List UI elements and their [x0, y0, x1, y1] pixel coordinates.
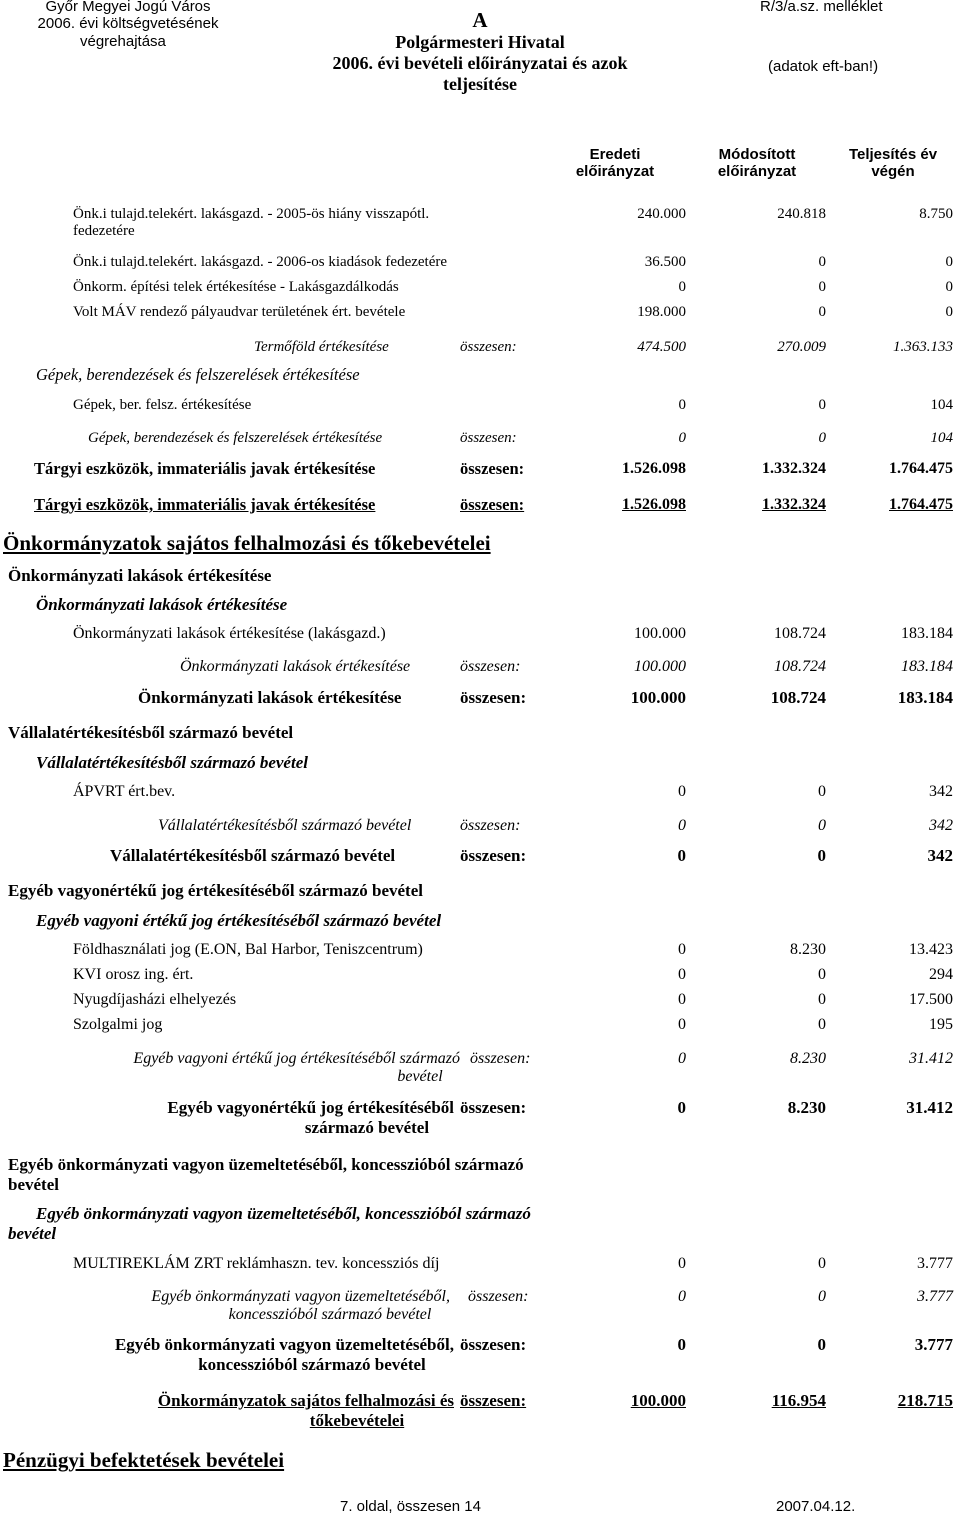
subtotal-label: Egyéb önkormányzati vagyon üzemeltetéséből, koncesszióból származó bevétel: [151, 1288, 450, 1324]
subtotal-value-modositott: 0: [818, 817, 826, 834]
header-center-line2: Polgármesteri Hivatal: [395, 32, 565, 53]
subtotal-value-eredeti: 474.500: [637, 339, 686, 355]
subtotal-value-eredeti: 0: [678, 430, 686, 446]
osszesen-label: összesen:: [460, 430, 517, 446]
subsection-heading: Egyéb önkormányzati vagyon üzemeltetéséből, koncesszióból származó bevétel: [8, 1204, 531, 1243]
grand-total-value-eredeti: 100.000: [630, 1391, 686, 1410]
row-value-eredeti: 0: [678, 279, 686, 295]
total-value-teljesites: 342: [927, 846, 953, 865]
row-label: Önk.i tulajd.telekért. lakásgazd. - 2005-ös hiány visszapótl. fedezetére: [73, 206, 430, 240]
total-value-eredeti: 100.000: [630, 688, 686, 707]
grand-total-value-teljesites: 218.715: [897, 1391, 953, 1410]
osszesen-label: összesen:: [460, 339, 517, 355]
row-value-teljesites: 8.750: [919, 206, 953, 222]
row-value-teljesites: 195: [929, 1016, 953, 1033]
row-value-modositott: 0: [818, 966, 826, 983]
subtotal-value-modositott: 108.724: [774, 658, 826, 675]
header-left: [18, 0, 238, 50]
total-value-modositott: 108.724: [770, 688, 826, 707]
osszesen-label: összesen:: [460, 459, 525, 478]
subtotal-value-eredeti: 0: [678, 817, 686, 834]
row-value-eredeti: 100.000: [634, 625, 686, 642]
total-value-modositott: 8.230: [787, 1098, 826, 1117]
osszesen-label: összesen:: [460, 1335, 527, 1354]
subtotal-label: Vállalatértékesítésből származó bevétel: [158, 817, 412, 834]
osszesen-label: összesen:: [460, 688, 527, 707]
row-value-teljesites: 183.184: [901, 625, 953, 642]
total-value-eredeti: 0: [677, 846, 686, 865]
subtotal-value-teljesites: 1.363.133: [893, 339, 953, 355]
row-value-eredeti: 0: [678, 397, 686, 413]
subtotal-value-teljesites: 3.777: [917, 1288, 953, 1305]
total-value-eredeti: 0: [677, 1335, 686, 1354]
header-center-line4: teljesítése: [443, 73, 517, 94]
section-heading: Vállalatértékesítésből származó bevétel: [8, 723, 294, 742]
row-value-teljesites: 17.500: [909, 991, 953, 1008]
row-value-eredeti: 240.000: [637, 206, 686, 222]
total-value-teljesites: 183.184: [897, 688, 953, 707]
row-value-eredeti: 0: [678, 783, 686, 800]
header-center-line3: 2006. évi bevételi előirányzatai és azok: [332, 52, 628, 73]
row-value-modositott: 0: [818, 1016, 826, 1033]
row-value-modositott: 108.724: [774, 625, 826, 642]
row-label: ÁPVRT ért.bev.: [73, 783, 176, 800]
osszesen-label: összesen:: [468, 1288, 529, 1305]
total-value-teljesites: 3.777: [914, 1335, 953, 1354]
osszesen-label: összesen:: [460, 658, 521, 675]
header-center: [280, 8, 680, 94]
main-section-heading: Önkormányzatok sajátos felhalmozási és tőkebevételei: [3, 531, 491, 555]
header-left-line1: Győr Megyei Jogú Város: [45, 0, 211, 15]
row-value-eredeti: 0: [678, 991, 686, 1008]
osszesen-label: összesen:: [460, 846, 527, 865]
main-section-heading: Pénzügyi befektetések bevételei: [3, 1448, 285, 1472]
grand-total-label: Tárgyi eszközök, immateriális javak értékesítése: [34, 495, 376, 514]
grand-total-label: Önkormányzatok sajátos felhalmozási és tőkebevételei: [157, 1391, 454, 1430]
subtotal-value-eredeti: 100.000: [634, 658, 686, 675]
row-label: Önk.i tulajd.telekért. lakásgazd. - 2006-os kiadások fedezetére: [73, 254, 448, 270]
row-value-modositott: 8.230: [790, 941, 826, 958]
total-label: Vállalatértékesítésből származó bevétel: [110, 846, 396, 865]
row-label: Önkormányzati lakások értékesítése (lakásgazd.): [73, 625, 386, 642]
row-label: Önkorm. építési telek értékesítése - Lakásgazdálkodás: [73, 279, 399, 295]
row-value-teljesites: 294: [929, 966, 953, 983]
grand-total-value-modositott: 116.954: [771, 1391, 826, 1410]
row-value-modositott: 0: [818, 783, 826, 800]
section-heading: Önkormányzati lakások értékesítése: [8, 566, 272, 585]
row-value-teljesites: 0: [945, 304, 953, 320]
row-value-modositott: 0: [818, 279, 826, 295]
row-value-teljesites: 0: [945, 279, 953, 295]
subtotal-label: Önkormányzati lakások értékesítése: [180, 658, 411, 675]
subtotal-value-eredeti: 0: [678, 1288, 686, 1305]
row-value-teljesites: 104: [930, 397, 953, 413]
row-label: KVI orosz ing. ért.: [73, 966, 194, 983]
total-value-teljesites: 31.412: [906, 1098, 953, 1117]
osszesen-label: összesen:: [460, 495, 525, 514]
grand-total-value-eredeti: 1.526.098: [622, 496, 686, 513]
col-header-teljesites: Teljesítés év végén: [848, 146, 938, 181]
row-value-teljesites: 0: [945, 254, 953, 270]
grand-total-value-teljesites: 1.764.475: [889, 496, 953, 513]
row-value-modositott: 0: [818, 1255, 826, 1272]
section-heading: Egyéb vagyonértékű jog értékesítéséből származó bevétel: [8, 881, 423, 900]
subtotal-label: Gépek, berendezések és felszerelések értékesítése: [88, 430, 383, 446]
header-left-line3: végrehajtása: [80, 32, 166, 50]
subsection-heading: Önkormányzati lakások értékesítése: [36, 595, 288, 614]
subtotal-value-teljesites: 183.184: [901, 658, 953, 675]
total-label: Tárgyi eszközök, immateriális javak értékesítése: [34, 459, 376, 478]
osszesen-label: összesen:: [470, 1050, 531, 1067]
row-value-teljesites: 3.777: [917, 1255, 953, 1272]
row-value-eredeti: 0: [678, 966, 686, 983]
subtotal-label: Termőföld értékesítése: [254, 339, 389, 355]
col-header-modositott: Módosított előirányzat: [717, 146, 797, 181]
row-value-eredeti: 0: [678, 1255, 686, 1272]
subtotal-value-teljesites: 31.412: [909, 1050, 953, 1067]
header-right-unit: (adatok eft-ban!): [768, 58, 879, 75]
total-label: Egyéb vagyonértékű jog értékesítéséből származó bevétel: [167, 1098, 454, 1137]
subsection-heading: Egyéb vagyoni értékű jog értékesítéséből származó bevétel: [36, 911, 442, 930]
footer-date: 2007.04.12.: [776, 1498, 856, 1515]
section-heading: Egyéb önkormányzati vagyon üzemeltetéséből, koncesszióból származó bevétel: [8, 1155, 524, 1194]
row-value-modositott: 0: [818, 397, 826, 413]
row-value-eredeti: 0: [678, 1016, 686, 1033]
subtotal-value-modositott: 0: [818, 1288, 826, 1305]
grand-total-value-modositott: 1.332.324: [762, 496, 826, 513]
total-value-modositott: 1.332.324: [762, 460, 826, 477]
row-label: Volt MÁV rendező pályaudvar területének ért. bevétele: [73, 304, 406, 320]
col-header-eredeti: Eredeti előirányzat: [575, 146, 655, 181]
subtotal-value-modositott: 8.230: [790, 1050, 826, 1067]
row-value-modositott: 0: [818, 254, 826, 270]
header-right-annex: R/3/a.sz. melléklet: [760, 0, 883, 15]
total-value-eredeti: 0: [677, 1098, 686, 1117]
total-value-eredeti: 1.526.098: [622, 460, 686, 477]
subsection-heading: Vállalatértékesítésből származó bevétel: [36, 753, 308, 772]
subtotal-value-teljesites: 104: [930, 430, 953, 446]
row-label: Nyugdíjasházi elhelyezés: [73, 991, 237, 1008]
row-value-modositott: 0: [818, 991, 826, 1008]
row-label: Gépek, ber. felsz. értékesítése: [73, 397, 252, 413]
footer-page-number: 7. oldal, összesen 14: [340, 1498, 481, 1515]
total-value-modositott: 0: [817, 1335, 826, 1354]
section-heading: Gépek, berendezések és felszerelések értékesítése: [36, 365, 360, 384]
subtotal-label: Egyéb vagyoni értékű jog értékesítéséből származó bevétel: [133, 1050, 460, 1086]
row-value-eredeti: 0: [678, 941, 686, 958]
row-value-eredeti: 198.000: [637, 304, 686, 320]
row-label: Földhasználati jog (E.ON, Bal Harbor, Teniszcentrum): [73, 941, 423, 958]
total-label: Önkormányzati lakások értékesítése: [138, 688, 402, 707]
row-label: Szolgalmi jog: [73, 1016, 163, 1033]
subtotal-value-teljesites: 342: [929, 817, 953, 834]
row-label: MULTIREKLÁM ZRT reklámhaszn. tev. koncessziós díj: [73, 1255, 440, 1272]
header-left-line2: 2006. évi költségvetésének: [37, 15, 219, 33]
row-value-teljesites: 13.423: [909, 941, 953, 958]
row-value-eredeti: 36.500: [644, 254, 686, 270]
total-value-teljesites: 1.764.475: [889, 460, 953, 477]
osszesen-label: összesen:: [460, 1098, 527, 1117]
header-center-line1: A: [472, 8, 488, 32]
total-value-modositott: 0: [817, 846, 826, 865]
subtotal-value-modositott: 0: [818, 430, 826, 446]
row-value-modositott: 0: [818, 304, 826, 320]
osszesen-label: összesen:: [460, 1391, 527, 1410]
subtotal-value-modositott: 270.009: [777, 339, 826, 355]
subtotal-value-eredeti: 0: [678, 1050, 686, 1067]
row-value-teljesites: 342: [929, 783, 953, 800]
total-label: Egyéb önkormányzati vagyon üzemeltetéséből, koncesszióból származó bevétel: [114, 1335, 454, 1374]
osszesen-label: összesen:: [460, 817, 521, 834]
row-value-modositott: 240.818: [777, 206, 826, 222]
